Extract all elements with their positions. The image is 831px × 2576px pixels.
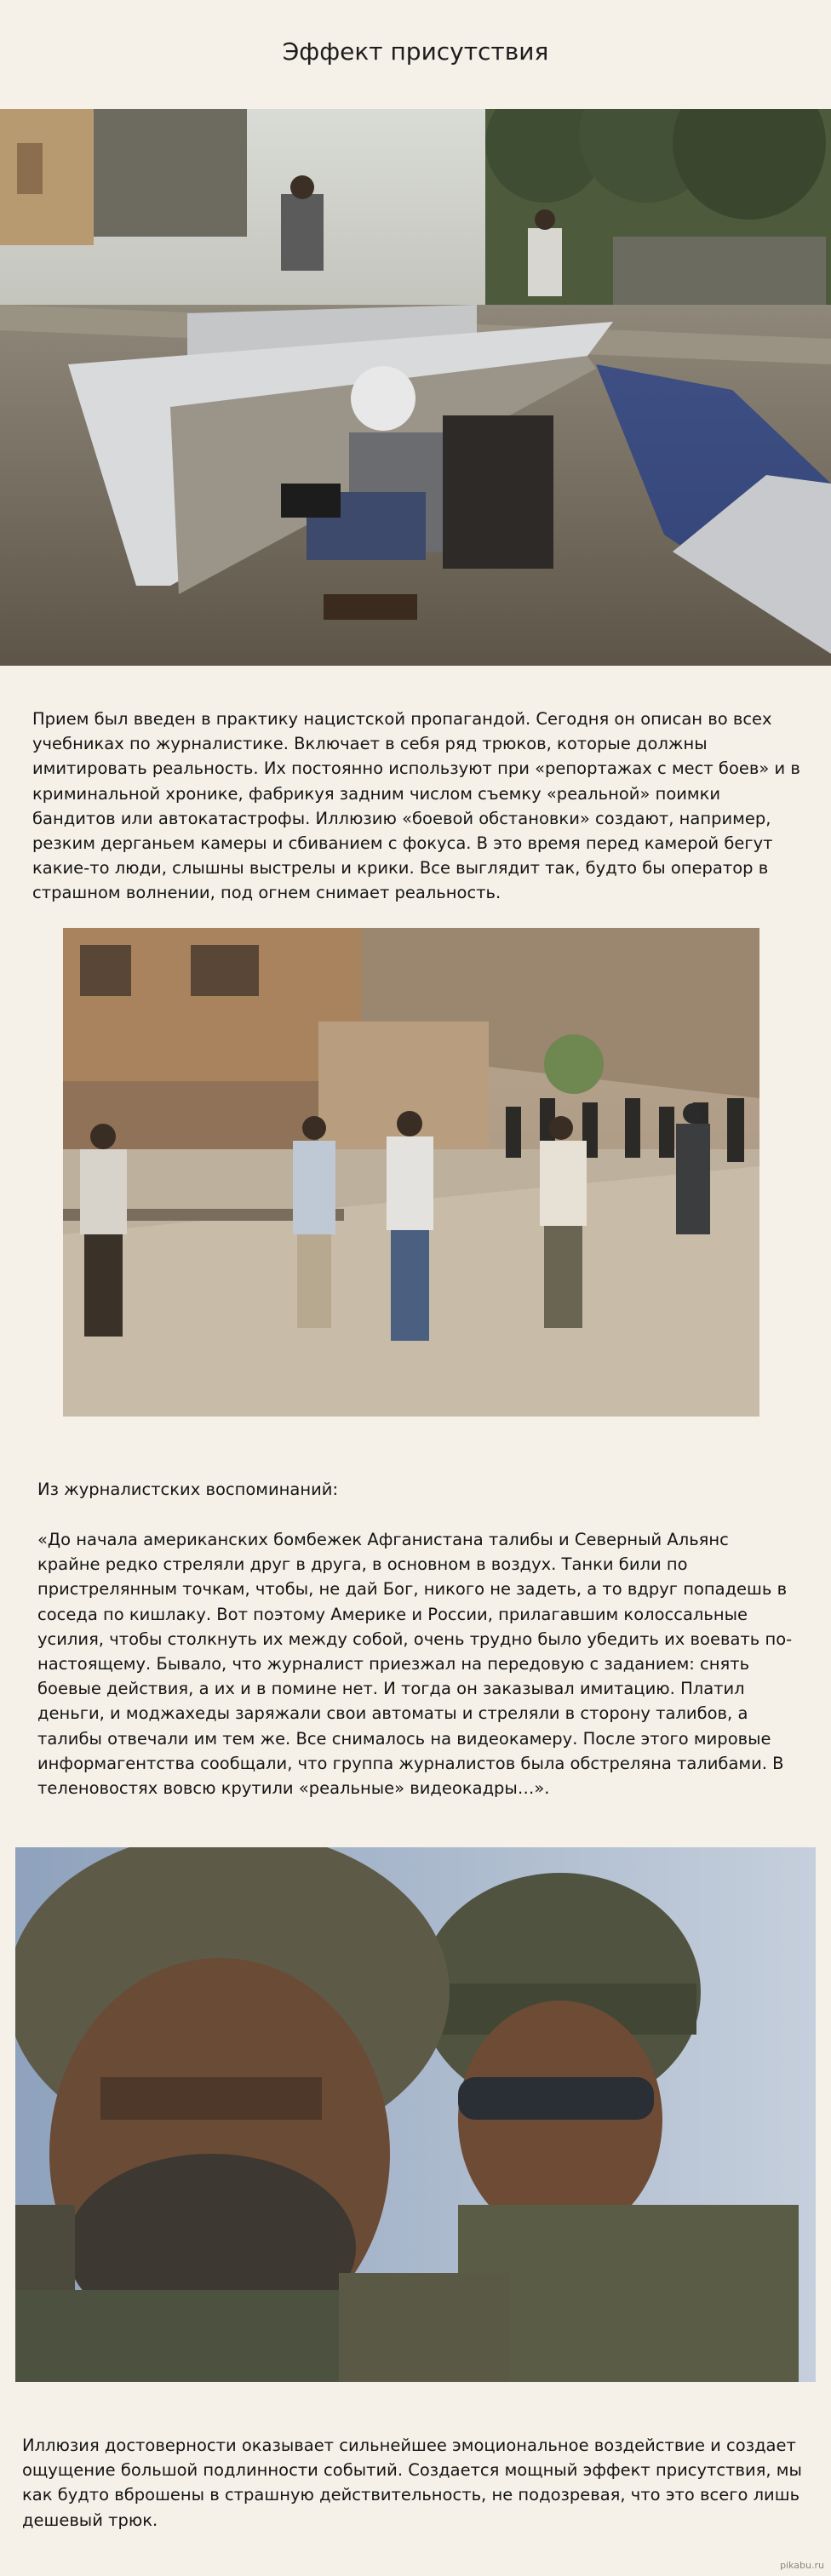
paragraph-3: Иллюзия достоверности оказывает сильнейшее эмоциональное воздействие и создает ощущение большой подлинности событий. Создается мощный эффект присутствия, мы как будто вброшены в страшную действительность, не подозревая, что это всего лишь дешевый трюк. [22,2436,802,2530]
photo-photographer-under-cover [0,109,831,666]
photo-soldiers-portrait [15,1847,816,2382]
paragraph-1: Прием был введен в практику нацистской пропагандой. Сегодня он описан во всех учебниках по журналистике. Включает в себя ряд трюков, которые должны имитировать реальность. Их постоянно используют при «репортажах с мест боев» и в криминальной хронике, фабрикуя задним числом съемку «реальной» поимки бандитов или автокатастрофы. Иллюзию «боевой обстановки» создают, например, резким дерганьем камеры и сбиванием с фокуса. В это время перед камерой бегут какие-то люди, слышны выстрелы и крики. Все выглядит так, будто бы оператор в страшном волнении, под огнем снимает реальность. [32,709,800,903]
watermark: pikabu.ru [780,2560,824,2571]
photo-running-men [63,928,759,1417]
page-title: Эффект присутствия [282,37,549,66]
paragraph-2-heading: Из журналистских воспоминаний: [37,1480,339,1499]
paragraph-2-quote: «До начала американских бомбежек Афганистана талибы и Северный Альянс крайне редко стреляли друг в друга, в основном в воздух. Танки били по пристрелянным точкам, чтобы, не дай Бог, никого не задеть, а то вдруг попадешь в соседа по кишлаку. Вот поэтому Америке и России, прилагавшим колоссальные усилия, чтобы столкнуть их между собой, очень трудно было убедить их воевать по-настоящему. Бывало, что журналист приезжал на передовую с заданием: снять боевые действия, а их и в помине нет. И тогда он заказывал имитацию. Платил деньги, и моджахеды заряжали свои автоматы и стреляли в сторону талибов, а талибы отвечали им тем же. Все снималось на видеокамеру. После этого мировые информагентства сообщали, что группа журналистов была обстреляна талибами. В теленовостях вовсю крутили «реальные» видеокадры…». [37,1530,793,1799]
